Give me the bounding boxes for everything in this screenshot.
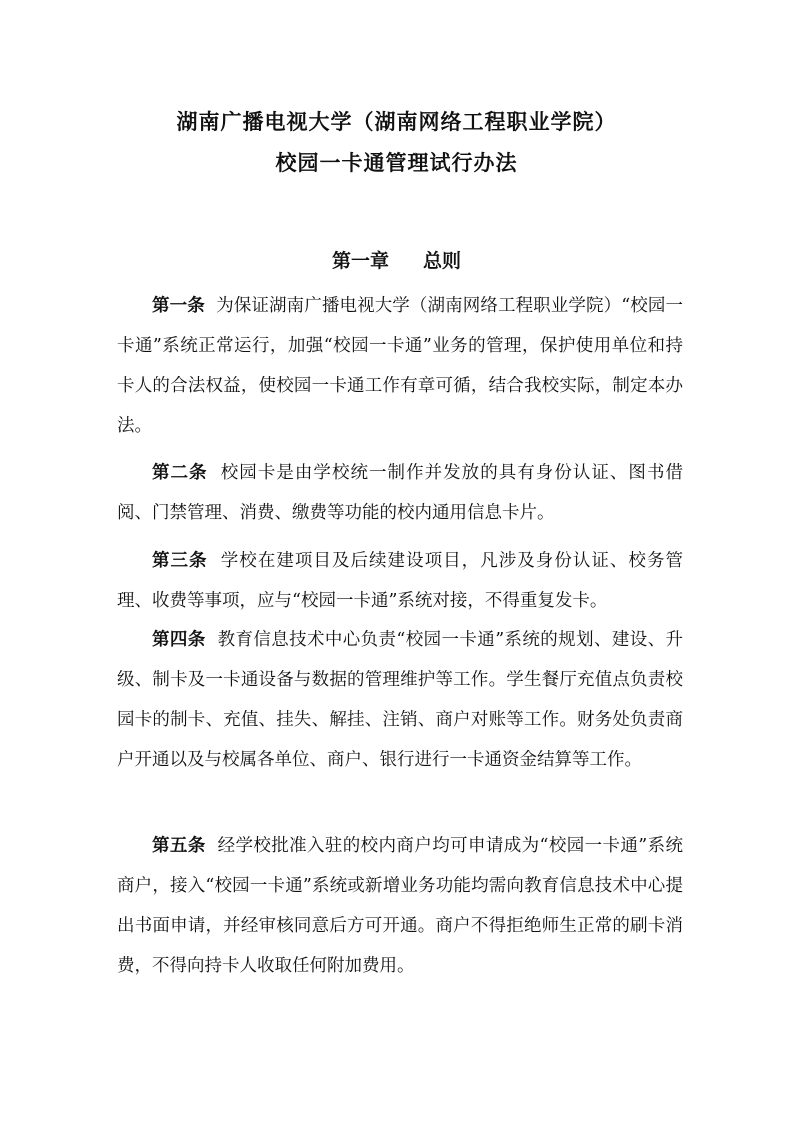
article-text: 教育信息技术中心负责“校园一卡通”系统的规划、建设、升级、制卡及一卡通设备与数据的管理维护等工作。学生餐厅充值点负责校园卡的制卡、充值、挂失、解挂、注销、商户对账等工作。财务处负责商户开通以及与校属各单位、商户、银行进行一卡通资金结算等工作。 <box>117 630 683 770</box>
article-label: 第五条 <box>152 836 206 856</box>
article-text: 经学校批准入驻的校内商户均可申请成为“校园一卡通”系统商户，接入“校园一卡通”系统或新增业务功能均需向教育信息技术中心提出书面申请，并经审核同意后方可开通。商户不得拒绝师生正常的刷卡消费，不得向持卡人收取任何附加费用。 <box>117 836 683 976</box>
article-label: 第一条 <box>152 296 205 316</box>
article-text: 学校在建项目及后续建设项目，凡涉及身份认证、校务管理、收费等事项，应与“校园一卡通”系统对接，不得重复发卡。 <box>117 551 683 611</box>
chapter-heading <box>0 246 793 273</box>
article-1 <box>117 286 683 446</box>
article-text: 校园卡是由学校统一制作并发放的具有身份认证、图书借阅、门禁管理、消费、缴费等功能的校内通用信息卡片。 <box>117 463 683 523</box>
article-5 <box>117 826 683 986</box>
article-label: 第三条 <box>152 551 208 571</box>
article-text: 为保证湖南广播电视大学（湖南网络工程职业学院）“校园一卡通”系统正常运行，加强“校园一卡通”业务的管理，保护使用单位和持卡人的合法权益，使校园一卡通工作有章可循，结合我校实际，制定本办法。 <box>117 296 684 436</box>
document-title-line2: 校园一卡通管理试行办法 <box>275 151 518 175</box>
article-3 <box>117 541 683 621</box>
article-2 <box>117 453 683 533</box>
chapter-name: 总则 <box>423 250 462 272</box>
article-4 <box>117 620 683 780</box>
article-label: 第二条 <box>152 463 208 483</box>
chapter-number: 第一章 <box>331 250 389 272</box>
document-title-line1: 湖南广播电视大学（湖南网络工程职业学院） <box>176 110 617 134</box>
article-label: 第四条 <box>152 630 206 650</box>
